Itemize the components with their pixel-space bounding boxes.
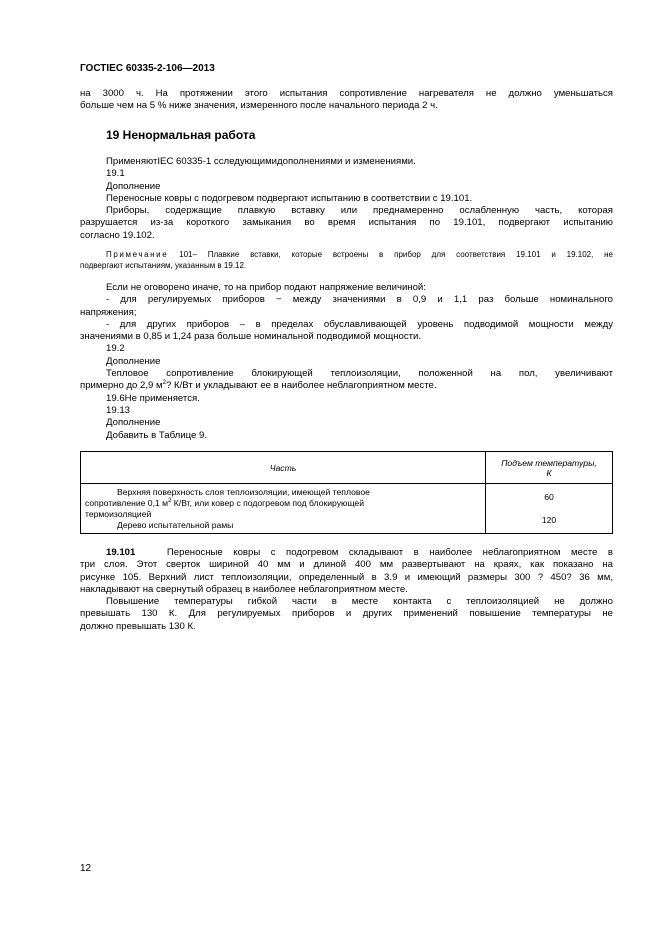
note-101 <box>80 249 613 271</box>
section-19-body <box>80 156 613 242</box>
row1-value: 60 <box>544 491 554 502</box>
insulation-text-a: примерно до 2,9 м <box>80 380 163 392</box>
table-cell-part <box>81 484 486 534</box>
table-cell-values <box>486 484 613 534</box>
fuse-line-1: Приборы, содержащие плавкую вставку или преднамеренно ослабленную часть, которая <box>106 205 613 217</box>
table-9-addition <box>80 451 613 534</box>
row2-text: Дерево испытательной рамы <box>117 519 234 530</box>
col-header-rise-line-1: Подъем температуры, <box>501 457 597 468</box>
insulation-line-2 <box>80 380 613 392</box>
fuse-line-3: согласно 19.102. <box>80 229 155 241</box>
regulated-line-2: напряжения; <box>80 306 137 318</box>
note-label: Примечание <box>106 250 169 259</box>
applies-text: ПрименяютIEC 60335-1 сследующимидополнениями и изменениями. <box>106 156 416 167</box>
note-line-1 <box>80 249 613 260</box>
temperature-rise-line-2: превышать 130 К. Для регулируемых приборов и других применений повышение температуры не <box>80 608 613 620</box>
clause-19-101 <box>80 547 613 633</box>
addition-label-3: Дополнение <box>106 417 161 429</box>
table-header-row <box>81 452 613 484</box>
page-number: 12 <box>80 863 92 874</box>
clause-19-101-line-3: рисунке 105. Верхний лист теплоизоляции, определенный в 3.9 и имеющий размеры 300 ? 450? 36 мм, <box>80 571 613 583</box>
intro-line-2: больше чем на 5 % ниже значения, измеренного после начального периода 2 ч. <box>80 100 438 112</box>
clause-19-101-line-4: накладывают на свернутый образец в наиболее неблагоприятном месте. <box>80 583 408 595</box>
note-text-1: 101– Плавкие вставки, которые встроены в прибор для соответствия 19.101 и 19.102, не <box>179 250 613 259</box>
table-row <box>81 484 613 534</box>
clause-19-101-line-2: три слоя. Этот сверток шириной 40 мм и длиной 400 мм развертывают на краях, как показано на <box>80 559 613 571</box>
intro-line-1: на 3000 ч. На протяжении этого испытания сопротивление нагревателя не должно уменьшаться <box>80 88 613 99</box>
addition-label: Дополнение <box>106 180 161 192</box>
note-line-2: подвергают испытаниям, указанным в 19.12. <box>80 261 247 270</box>
voltage-line-1: Если не оговорено иначе, то на прибор подают напряжение величиной: <box>106 282 426 293</box>
clause-19-101-line-1 <box>80 547 613 559</box>
addition-label-2: Дополнение <box>106 355 161 367</box>
row1-line-1: Верхняя поверхность слоя теплоизоляции, имеющей тепловое <box>117 486 370 497</box>
insulation-text-b: ? К/Вт и укладывают ее в наиболее неблагоприятном месте. <box>166 380 437 392</box>
regulated-line-1: - для регулируемых приборов − между значениями в 0,9 и 1,1 раз больше номинального <box>106 294 613 306</box>
temperature-rise-line-1: Повышение температуры гибкой части в месте контакта с теплоизоляцией не должно <box>106 596 613 608</box>
standard-designation: ГОСТIEC 60335-2-106—2013 <box>80 63 215 74</box>
row2-value: 120 <box>541 514 557 525</box>
clause-number-19-2: 19.2 <box>106 343 125 355</box>
other-line-1: - для других приборов – в пределах обуславливающей уровень подводимой мощности между <box>106 318 613 330</box>
row1-line-2 <box>85 498 481 509</box>
section-heading: 19 Ненормальная работа <box>106 128 256 142</box>
clause-19-101-text-1: Переносные ковры с подогревом складывают в наиболее неблагоприятном месте в <box>166 547 613 558</box>
other-line-2: значениями в 0,85 и 1,24 раза больше номинальной подводимой мощности. <box>80 331 422 343</box>
row1-text-b: К/Вт, или ковер с подогревом под блокирующей <box>171 497 365 508</box>
col-header-part: Часть <box>81 452 486 484</box>
insulation-line-1: Тепловое сопротивление блокирующей теплоизоляции, положенной на пол, увеличивают <box>106 368 613 380</box>
voltage-block <box>80 282 613 442</box>
add-table-text: Добавить в Таблице 9. <box>106 429 208 441</box>
carpets-test-text: Переносные ковры с подогревом подвергают испытанию в соответствии с 19.101. <box>106 192 473 204</box>
col-header-temperature-rise <box>486 452 613 484</box>
clause-number-19-1: 19.1 <box>106 168 125 180</box>
clause-19-6: 19.6Не применяется. <box>106 392 200 404</box>
fuse-line-2: разрушается из-за короткого замыкания во время испытания по 19.101, подвергают испытанию <box>80 217 613 229</box>
insulation-sup: 2 <box>162 380 166 387</box>
row1-line-3: термоизоляцией <box>85 508 152 519</box>
row1-text-a: сопротивление 0,1 м <box>85 497 169 508</box>
temperature-rise-line-3: должно превышать 130 К. <box>80 620 196 632</box>
row1-sup: 2 <box>168 497 172 504</box>
intro-paragraph <box>80 88 613 113</box>
clause-19-101-number: 19.101 <box>106 547 136 558</box>
col-header-rise-line-2: К <box>546 467 552 478</box>
clause-number-19-13: 19.13 <box>106 404 131 416</box>
